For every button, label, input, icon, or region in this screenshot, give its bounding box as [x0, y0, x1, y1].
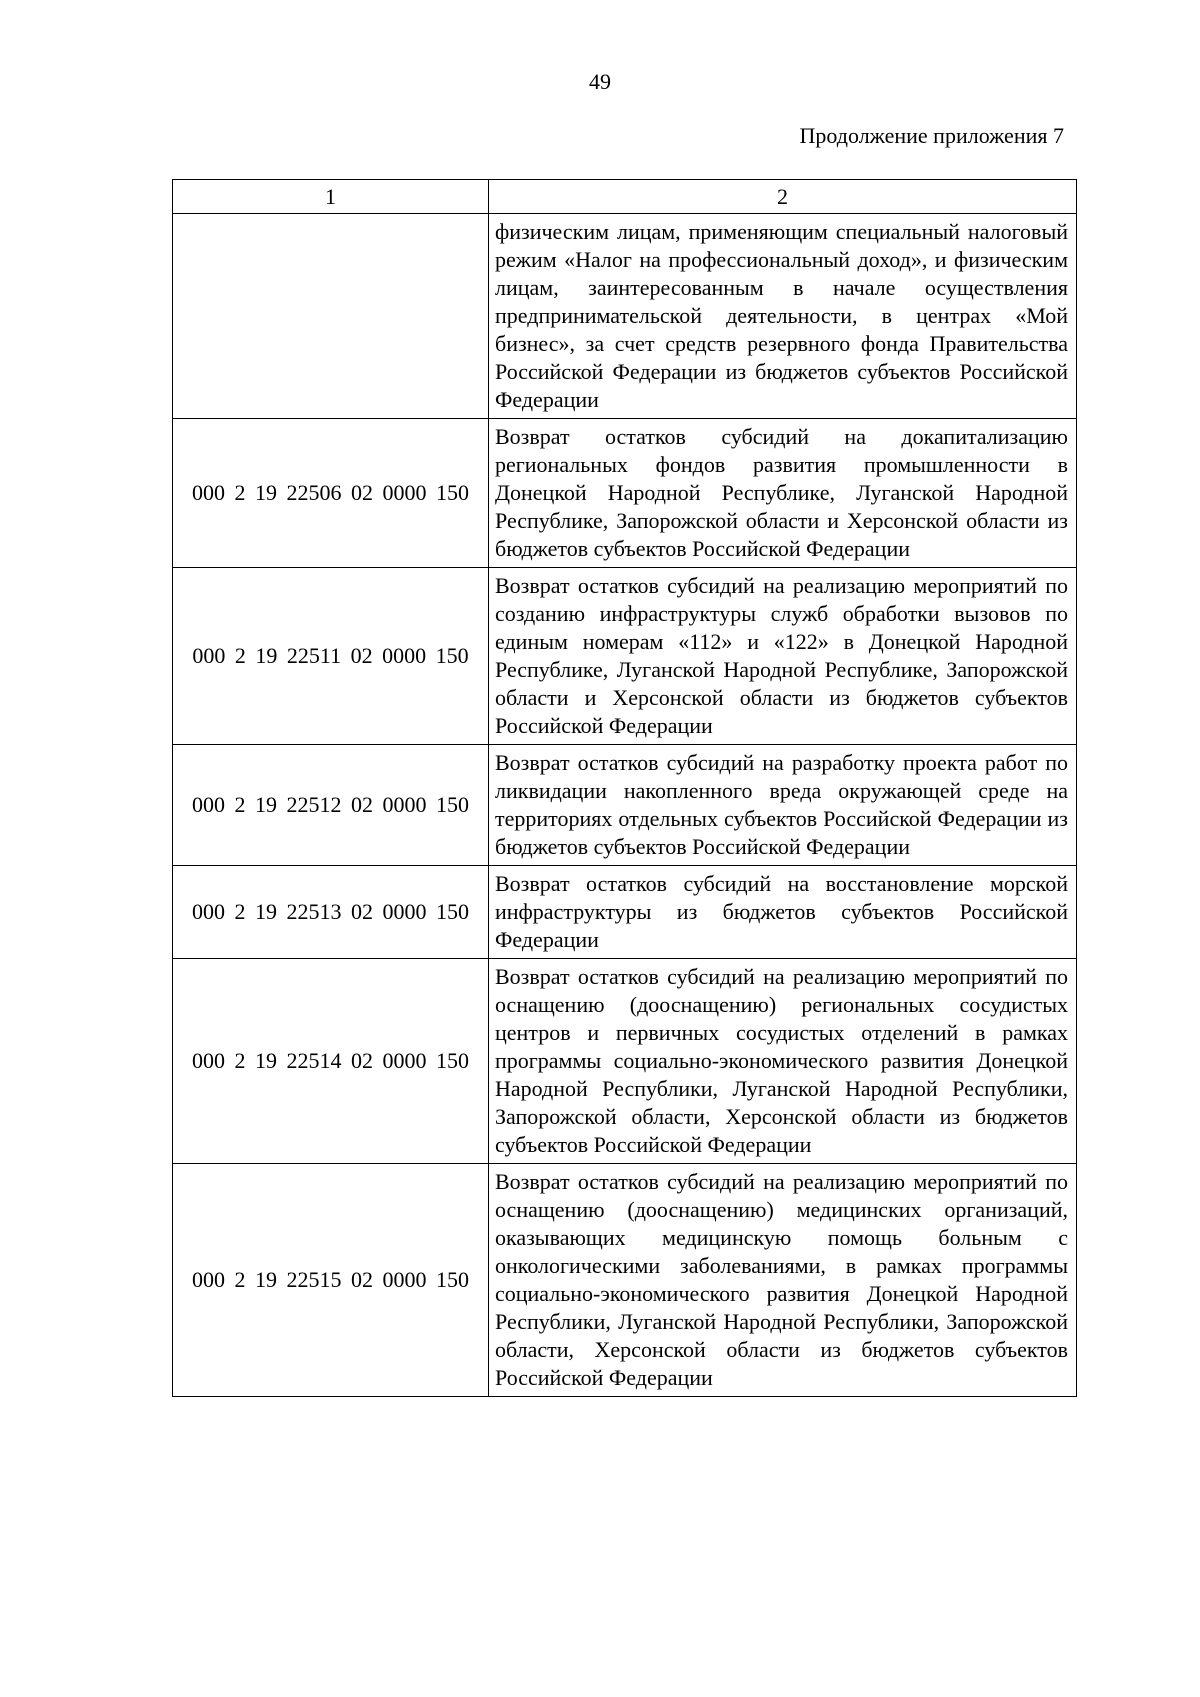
description-cell: Возврат остатков субсидий на реализацию мероприятий по созданию инфраструктуры служб обработки вызовов по единым номерам «112» и «122» в Донецкой Народной Республике, Луганской Народной Республике, Запорожской области и Херсонской области из бюджетов субъектов Российской Федерации [489, 568, 1077, 745]
budget-code-cell [173, 214, 489, 419]
description-cell: Возврат остатков субсидий на реализацию мероприятий по оснащению (дооснащению) медицинских организаций, оказывающих медицинскую помощь больным с онкологическими заболеваниями, в рамках программы социально-экономического развития Донецкой Народной Республики, Луганской Народной Республики, Запорожской области, Херсонской области из бюджетов субъектов Российской Федерации [489, 1164, 1077, 1397]
budget-code-cell: 000 2 19 22515 02 0000 150 [173, 1164, 489, 1397]
budget-code-cell: 000 2 19 22506 02 0000 150 [173, 419, 489, 568]
description-cell: физическим лицам, применяющим специальный налоговый режим «Налог на профессиональный доход», и физическим лицам, заинтересованным в начале осуществления предпринимательской деятельности, в центрах «Мой бизнес», за счет средств резервного фонда Правительства Российской Федерации из бюджетов субъектов Российской Федерации [489, 214, 1077, 419]
budget-code-cell: 000 2 19 22513 02 0000 150 [173, 866, 489, 959]
page-number: 49 [589, 69, 611, 94]
table-row [173, 419, 1077, 568]
table-row [173, 745, 1077, 866]
budget-code-cell: 000 2 19 22512 02 0000 150 [173, 745, 489, 866]
budget-codes-table [172, 179, 1077, 1397]
table-header-row [173, 180, 1077, 214]
description-cell: Возврат остатков субсидий на реализацию мероприятий по оснащению (дооснащению) региональных сосудистых центров и первичных сосудистых отделений в рамках программы социально-экономического развития Донецкой Народной Республики, Луганской Народной Республики, Запорожской области, Херсонской области из бюджетов субъектов Российской Федерации [489, 959, 1077, 1164]
table-row [173, 1164, 1077, 1397]
table-row [173, 568, 1077, 745]
column-header-2: 2 [489, 180, 1077, 214]
description-cell: Возврат остатков субсидий на разработку проекта работ по ликвидации накопленного вреда окружающей среде на территориях отдельных субъектов Российской Федерации из бюджетов субъектов Российской Федерации [489, 745, 1077, 866]
table-row [173, 866, 1077, 959]
budget-code-cell: 000 2 19 22511 02 0000 150 [173, 568, 489, 745]
column-header-1: 1 [173, 180, 489, 214]
budget-code-cell: 000 2 19 22514 02 0000 150 [173, 959, 489, 1164]
table-row [173, 959, 1077, 1164]
table-row [173, 214, 1077, 419]
appendix-continuation-note: Продолжение приложения 7 [799, 123, 1064, 148]
description-cell: Возврат остатков субсидий на докапитализацию региональных фондов развития промышленности в Донецкой Народной Республике, Луганской Народной Республике, Запорожской области и Херсонской области из бюджетов субъектов Российской Федерации [489, 419, 1077, 568]
description-cell: Возврат остатков субсидий на восстановление морской инфраструктуры из бюджетов субъектов Российской Федерации [489, 866, 1077, 959]
